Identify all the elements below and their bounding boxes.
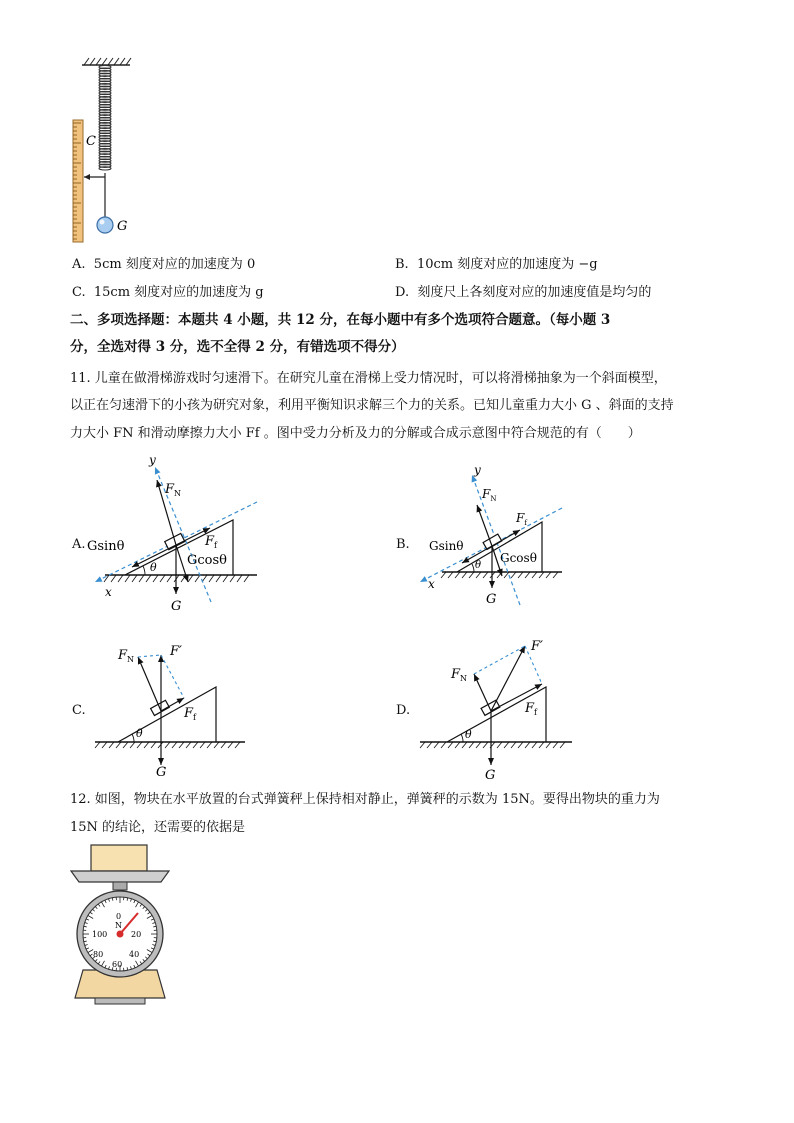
svg-text:FN: $F_N$ bbox=[451, 667, 468, 683]
ground-hatch bbox=[95, 742, 240, 748]
q12-line1: 12. 如图，物块在水平放置的台式弹簧秤上保持相对静止，弹簧秤的示数为 15N。要得出物块的重力为 bbox=[70, 792, 660, 807]
svg-text:FN: $F_N$ bbox=[165, 482, 182, 498]
force-diagram-a bbox=[85, 452, 265, 617]
force-diagram-d bbox=[415, 632, 585, 784]
svg-text:20: 20 bbox=[131, 930, 142, 939]
dial-pivot bbox=[117, 931, 124, 938]
svg-text:Ff: $F_f$ bbox=[205, 534, 217, 550]
svg-text:x: x bbox=[105, 585, 112, 599]
q11-option-d[interactable]: D. bbox=[396, 703, 411, 718]
q10-option-c[interactable]: C. 15cm 刻度对应的加速度为 g bbox=[72, 285, 264, 300]
svg-text:y: y bbox=[149, 453, 156, 467]
incline bbox=[118, 687, 216, 742]
q10-option-a[interactable]: A. 5cm 刻度对应的加速度为 0 bbox=[72, 257, 256, 272]
svg-text:F′: F′ bbox=[170, 644, 182, 659]
svg-text:G: G bbox=[486, 592, 497, 607]
ball-label-g: G bbox=[117, 219, 128, 234]
q11-option-c[interactable]: C. bbox=[72, 703, 86, 718]
normal-force-arrow bbox=[138, 657, 161, 711]
svg-text:y: y bbox=[474, 463, 481, 477]
svg-text:Gsinθ: Gsinθ bbox=[87, 539, 125, 554]
svg-text:θ: θ bbox=[136, 727, 143, 740]
svg-text:G: G bbox=[171, 599, 182, 614]
svg-text:100: 100 bbox=[92, 930, 108, 939]
q11-option-a[interactable]: A. bbox=[72, 537, 86, 552]
svg-text:x: x bbox=[428, 577, 435, 591]
q12-line2: 15N 的结论，还需要的依据是 bbox=[70, 820, 246, 835]
ground-hatch bbox=[441, 572, 558, 578]
svg-text:FN: $F_N$ bbox=[118, 648, 135, 664]
svg-text:N: N bbox=[115, 921, 122, 930]
ceiling-hatch bbox=[84, 58, 131, 65]
pointer-arrowhead bbox=[84, 174, 90, 180]
svg-text:θ: θ bbox=[150, 561, 157, 574]
scale-tray bbox=[71, 871, 169, 882]
svg-text:Gcosθ: Gcosθ bbox=[500, 551, 537, 565]
svg-text:G: G bbox=[485, 768, 496, 783]
section-heading-line2: 分，全选对得 3 分，选不全得 2 分，有错选项不得分） bbox=[70, 339, 405, 355]
ground-hatch bbox=[420, 742, 565, 748]
svg-text:Ff: $F_f$ bbox=[516, 511, 527, 527]
ruler-label-c: C bbox=[86, 134, 96, 149]
q11-line3: 力大小 FN 和滑动摩擦力大小 Ff 。图中受力分析及力的分解或合成示意图中符合规范的有（ ） bbox=[70, 426, 641, 441]
y-axis bbox=[155, 467, 211, 602]
ruler bbox=[73, 120, 83, 242]
q11-option-b[interactable]: B. bbox=[396, 537, 410, 552]
block bbox=[91, 845, 147, 871]
svg-text:Ff: $F_f$ bbox=[525, 701, 537, 717]
q11-line2: 以正在匀速滑下的小孩为研究对象，利用平衡知识求解三个力的关系。已知儿童重力大小 G 、斜面的支持 bbox=[70, 398, 674, 413]
normal-force-arrow bbox=[474, 674, 491, 711]
svg-text:F′: F′ bbox=[531, 639, 543, 654]
svg-text:80: 80 bbox=[93, 950, 104, 959]
svg-text:Ff: $F_f$ bbox=[184, 706, 196, 722]
svg-text:0: 0 bbox=[116, 912, 122, 921]
normal-force-arrow bbox=[477, 505, 492, 546]
svg-text:Gsinθ: Gsinθ bbox=[429, 539, 464, 553]
platform-scale-figure bbox=[65, 842, 175, 1012]
svg-text:FN: $F_N$ bbox=[482, 487, 497, 503]
q10-option-b[interactable]: B. 10cm 刻度对应的加速度为 −g bbox=[395, 257, 598, 272]
q10-option-d[interactable]: D. 刻度尺上各刻度对应的加速度值是均匀的 bbox=[395, 285, 652, 300]
svg-text:G: G bbox=[156, 765, 167, 780]
svg-text:60: 60 bbox=[112, 960, 123, 969]
spring-scale-figure bbox=[60, 55, 180, 250]
svg-text:θ: θ bbox=[475, 560, 482, 571]
section-heading-line1: 二、多项选择题：本题共 4 小题，共 12 分，在每小题中有多个选项符合题意。（每小题 3 bbox=[70, 312, 611, 328]
force-diagram-c bbox=[90, 637, 260, 782]
svg-text:40: 40 bbox=[129, 950, 140, 959]
svg-text:Gcosθ: Gcosθ bbox=[187, 553, 227, 568]
spring-coil bbox=[99, 65, 111, 170]
force-diagram-b bbox=[412, 460, 577, 610]
ball bbox=[97, 217, 113, 233]
svg-text:θ: θ bbox=[465, 728, 472, 741]
spring-coil bbox=[99, 167, 111, 170]
q11-line1: 11. 儿童在做滑梯游戏时匀速滑下。在研究儿童在滑梯上受力情况时，可以将滑梯抽象为一个斜面模型， bbox=[70, 371, 667, 386]
